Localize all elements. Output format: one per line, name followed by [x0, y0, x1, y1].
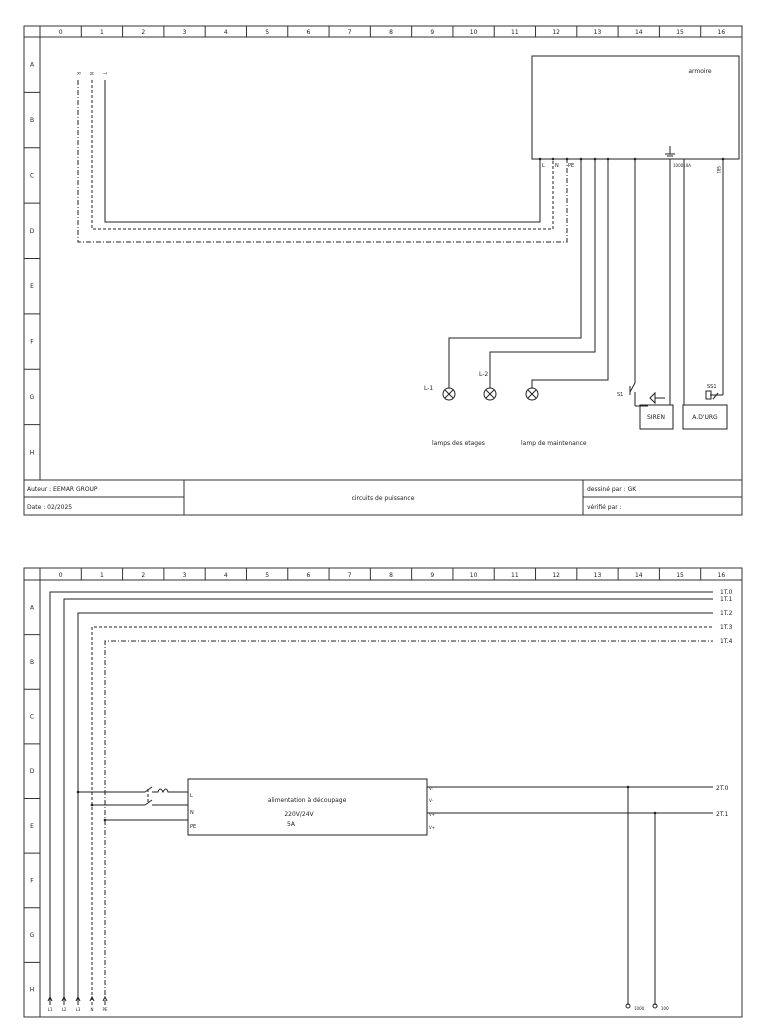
row-index-label: G	[29, 393, 35, 401]
feeder-labels	[720, 589, 733, 645]
column-index-label: 15	[676, 572, 684, 579]
sheet-1-column-index	[59, 26, 726, 37]
row-index-label: B	[29, 658, 35, 666]
sheet-2-column-index	[59, 568, 726, 580]
column-index-label: 6	[306, 29, 311, 36]
psu-box	[188, 779, 427, 835]
column-index-label: 14	[634, 29, 643, 36]
cabinet-right-label: SB1	[716, 166, 721, 174]
lamp-2-icon	[484, 388, 496, 400]
column-index-label: 0	[58, 572, 63, 579]
siren-icon	[650, 393, 665, 403]
row-index-label: A	[29, 61, 35, 69]
lamp-3-icon	[526, 388, 538, 400]
output-label-2t1: 2T.1	[716, 811, 729, 818]
lamp-3-wire	[532, 159, 608, 388]
column-index-label: 11	[511, 29, 519, 36]
drop-label-100: 100	[661, 1006, 669, 1011]
feed-wire-r	[78, 80, 567, 242]
estop-label: A.D'URG	[692, 414, 718, 421]
column-index-label: 10	[469, 572, 478, 579]
sheet-1-frame	[24, 26, 742, 515]
bus-wire-1t2	[78, 613, 713, 1005]
column-index-label: 13	[593, 572, 602, 579]
cabinet-ground-icon	[665, 146, 675, 156]
sheet-1	[24, 26, 742, 515]
column-index-label: 12	[552, 572, 560, 579]
column-index-label: 7	[347, 29, 352, 36]
cabinet-title: armoire	[688, 68, 712, 75]
siren-switch-icon	[630, 383, 635, 406]
column-index-label: 13	[593, 29, 602, 36]
row-index-label: H	[29, 449, 35, 457]
column-index-label: 3	[182, 29, 187, 36]
title-block-checked-by: vérifié par :	[587, 504, 622, 511]
feeder-label: 1T.0	[720, 589, 733, 596]
column-index-label: 1	[100, 29, 104, 36]
siren-label: SIREN	[646, 414, 666, 421]
column-index-label: 1	[100, 572, 104, 579]
cabinet-terminal-n: N	[555, 163, 559, 169]
cabinet-output-label: 100010A	[673, 163, 692, 168]
supply-terminal-label: L3	[75, 1007, 81, 1012]
feed-label-r: R	[76, 72, 81, 75]
siren-switch-tag: S1	[617, 392, 624, 398]
row-index-label: E	[30, 283, 34, 291]
bus-wire-1t0	[50, 592, 713, 1005]
column-index-label: 4	[223, 572, 228, 579]
junction-dot	[91, 804, 94, 807]
psu-input-l: L	[190, 793, 193, 799]
lamp-caption-maintenance: lamp de maintenance	[521, 440, 587, 447]
junction-dot	[104, 819, 107, 822]
output-label-2t0: 2T.0	[716, 785, 729, 792]
feed-label-t: T	[102, 72, 107, 75]
feed-wire-t	[105, 80, 540, 222]
row-index-label: A	[29, 604, 35, 612]
supply-terminal-label: PE	[102, 1007, 108, 1012]
column-index-label: 9	[430, 29, 435, 36]
column-index-label: 5	[265, 29, 270, 36]
row-index-label: C	[29, 172, 35, 180]
row-index-label: C	[29, 713, 35, 721]
cabinet-terminal-pe: PE	[568, 163, 575, 169]
column-index-label: 12	[552, 29, 560, 36]
psu-input-pe: PE	[190, 824, 197, 830]
bus-wire-1t4	[105, 641, 713, 1005]
column-index-label: 4	[223, 29, 228, 36]
lamp-1-wire	[449, 159, 581, 388]
supply-terminal-label: N	[90, 1007, 94, 1012]
supply-terminal-label: L1	[47, 1007, 53, 1012]
sheet-1-title-block	[24, 480, 742, 515]
column-index-label: 3	[182, 572, 187, 579]
drop-label-1000: 1000	[634, 1006, 645, 1011]
row-index-label: D	[29, 227, 35, 235]
psu-current: 5A	[287, 821, 295, 828]
lamp-caption-floors: lamps des etages	[432, 440, 485, 447]
feed-wire-n	[92, 80, 553, 229]
row-index-label: E	[30, 822, 34, 830]
column-index-label: 8	[389, 572, 393, 579]
row-index-label: G	[29, 932, 35, 940]
feeder-label: 1T.2	[720, 610, 733, 617]
row-index-label: F	[30, 338, 34, 346]
psu-title: alimentation à découpage	[267, 797, 347, 804]
row-index-label: D	[29, 768, 35, 776]
column-index-label: 0	[58, 29, 63, 36]
sheet-1-row-index	[24, 62, 40, 457]
column-index-label: 6	[306, 572, 311, 579]
title-block-drawn-by: dessiné par : GK	[587, 486, 637, 493]
psu-rating: 220V/24V	[284, 811, 314, 818]
psu-input-n: N	[190, 810, 194, 816]
sheet-2	[24, 568, 742, 1017]
feeder-label: 1T.3	[720, 624, 733, 631]
psu-output-4: V+	[429, 825, 436, 830]
estop-button-icon	[706, 391, 723, 399]
column-index-label: 16	[717, 572, 726, 579]
psu-output-2: V-	[429, 798, 433, 803]
bus-wire-1t1	[64, 599, 713, 1005]
column-index-label: 8	[389, 29, 393, 36]
lamp-2-tag: L-2	[479, 371, 489, 378]
column-index-label: 5	[265, 572, 270, 579]
column-index-label: 9	[430, 572, 435, 579]
feed-label-n: N	[89, 72, 94, 75]
row-index-label: F	[30, 877, 34, 885]
estop-tag: SS1	[707, 384, 717, 390]
title-block-title: circuits de puissance	[351, 495, 415, 502]
column-index-label: 7	[347, 572, 352, 579]
title-block-date: Date : 02/2025	[27, 504, 73, 511]
breaker-icon	[140, 787, 188, 805]
row-index-label: B	[29, 117, 35, 125]
psu-output-1: V-	[429, 786, 433, 791]
feeder-label: 1T.1	[720, 596, 733, 603]
lamp-2-wire	[490, 159, 595, 388]
lamp-1-icon	[443, 388, 455, 400]
column-index-label: 2	[141, 572, 146, 579]
lamp-1-tag: L-1	[424, 385, 434, 392]
supply-terminal-label: L2	[61, 1007, 67, 1012]
bus-wire-1t3	[92, 627, 713, 1005]
row-index-label: H	[29, 986, 35, 994]
psu-output-3: V+	[429, 812, 436, 817]
column-index-label: 11	[511, 572, 519, 579]
column-index-label: 10	[469, 29, 478, 36]
junction-dot	[77, 791, 80, 794]
cabinet-terminal-l: L	[542, 163, 545, 169]
sheet-2-row-index	[24, 604, 40, 993]
column-index-label: 16	[717, 29, 726, 36]
column-index-label: 14	[634, 572, 643, 579]
title-block-author: Auteur : EEMAR GROUP	[27, 486, 98, 493]
feeder-label: 1T.4	[720, 638, 733, 645]
column-index-label: 2	[141, 29, 146, 36]
column-index-label: 15	[676, 29, 684, 36]
